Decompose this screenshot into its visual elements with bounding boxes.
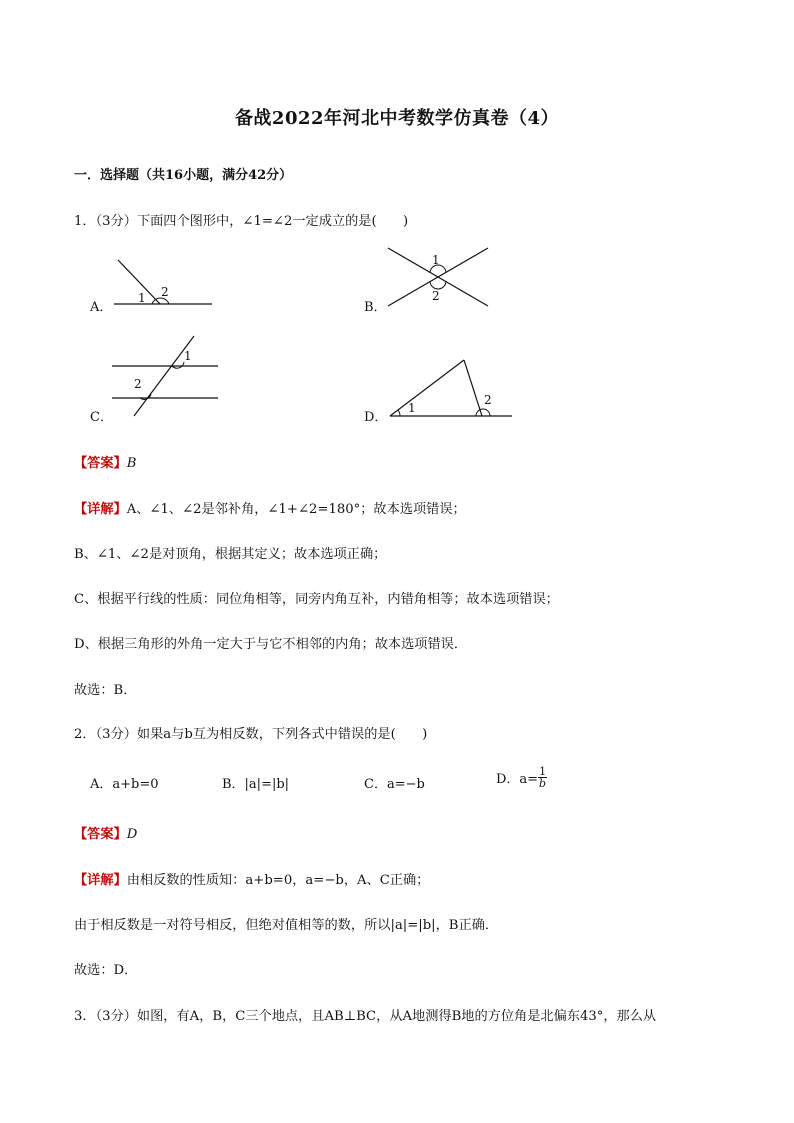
q2-answer-tag: 【答案】 (74, 827, 127, 842)
q1-detail-text-1: A、∠1、∠2是邻补角，∠1+∠2=180°；故本选项错误； (126, 502, 466, 517)
q1-option-c-label: C． (90, 410, 113, 425)
q2-option-d-numerator: 1 (539, 765, 547, 778)
q1-c-angle-2-label: 2 (134, 377, 142, 391)
q2-detail-text-1: 由相反数的性质知：a+b=0，a=−b，A、C正确； (126, 873, 430, 888)
q2-detail-line-1 (74, 869, 429, 888)
q1-b-angle-1-label: 1 (432, 253, 440, 267)
q2-option-a: A．a+b=0 (90, 777, 159, 792)
q1-detail-line-4: D、根据三角形的外角一定大于与它不相邻的内角；故本选项错误． (74, 637, 468, 652)
q1-figure-c (110, 334, 220, 420)
q1-a-angle-2-label: 2 (161, 285, 169, 299)
q1-detail-tag: 【详解】 (74, 502, 127, 517)
q2-stem: 2．（3分）如果a与b互为相反数，下列各式中错误的是( ) (74, 727, 428, 742)
q1-figure-b (384, 244, 494, 310)
q1-detail-line-1 (74, 498, 466, 517)
q1-detail-line-3: C、根据平行线的性质：同位角相等，同旁内角互补，内错角相等；故本选项错误； (74, 592, 559, 607)
q1-figure-a (108, 258, 218, 310)
q3-stem: 3．（3分）如图，有A，B，C三个地点，且AB⊥BC，从A地测得B地的方位角是北偏东43°，那么从 (74, 1009, 657, 1024)
q2-option-d (496, 766, 547, 789)
q1-option-d-label: D． (364, 410, 388, 425)
q1-option-b-label: B． (364, 300, 387, 315)
q2-option-b: B．|a|=|b| (222, 777, 290, 792)
q2-detail-line-2: 由于相反数是一对符号相反，但绝对值相等的数，所以|a|=|b|，B正确． (74, 918, 499, 933)
q2-option-d-denominator: b (539, 777, 547, 790)
q1-option-a-label: A． (90, 300, 113, 315)
q1-answer-value: B (126, 456, 137, 471)
q1-answer (74, 452, 136, 471)
q2-choose: 故选：D． (74, 963, 138, 978)
q1-answer-tag: 【答案】 (74, 456, 127, 471)
q2-option-d-label: D．a= (496, 772, 539, 787)
q1-d-angle-2-label: 2 (484, 393, 492, 407)
q2-answer-value: D (126, 827, 138, 842)
section-heading: 一．选择题（共16小题，满分42分） (74, 168, 293, 183)
q1-stem: 1．（3分）下面四个图形中，∠1=∠2一定成立的是( ) (74, 214, 409, 229)
q1-c-angle-1-label: 1 (184, 349, 192, 363)
q1-b-angle-2-label: 2 (432, 289, 440, 303)
q1-detail-line-2: B、∠1、∠2是对顶角，根据其定义；故本选项正确； (74, 547, 387, 562)
page-title: 备战2022年河北中考数学仿真卷（4） (234, 108, 560, 129)
q1-a-angle-1-label: 1 (138, 291, 146, 305)
q1-choose: 故选：B． (74, 683, 137, 698)
q1-d-angle-1-label: 1 (408, 401, 416, 415)
q2-option-c: C．a=−b (364, 777, 425, 792)
q2-detail-tag: 【详解】 (74, 873, 127, 888)
q1-figure-d (386, 356, 516, 420)
q2-option-d-fraction (538, 766, 547, 789)
q2-answer (74, 823, 137, 842)
